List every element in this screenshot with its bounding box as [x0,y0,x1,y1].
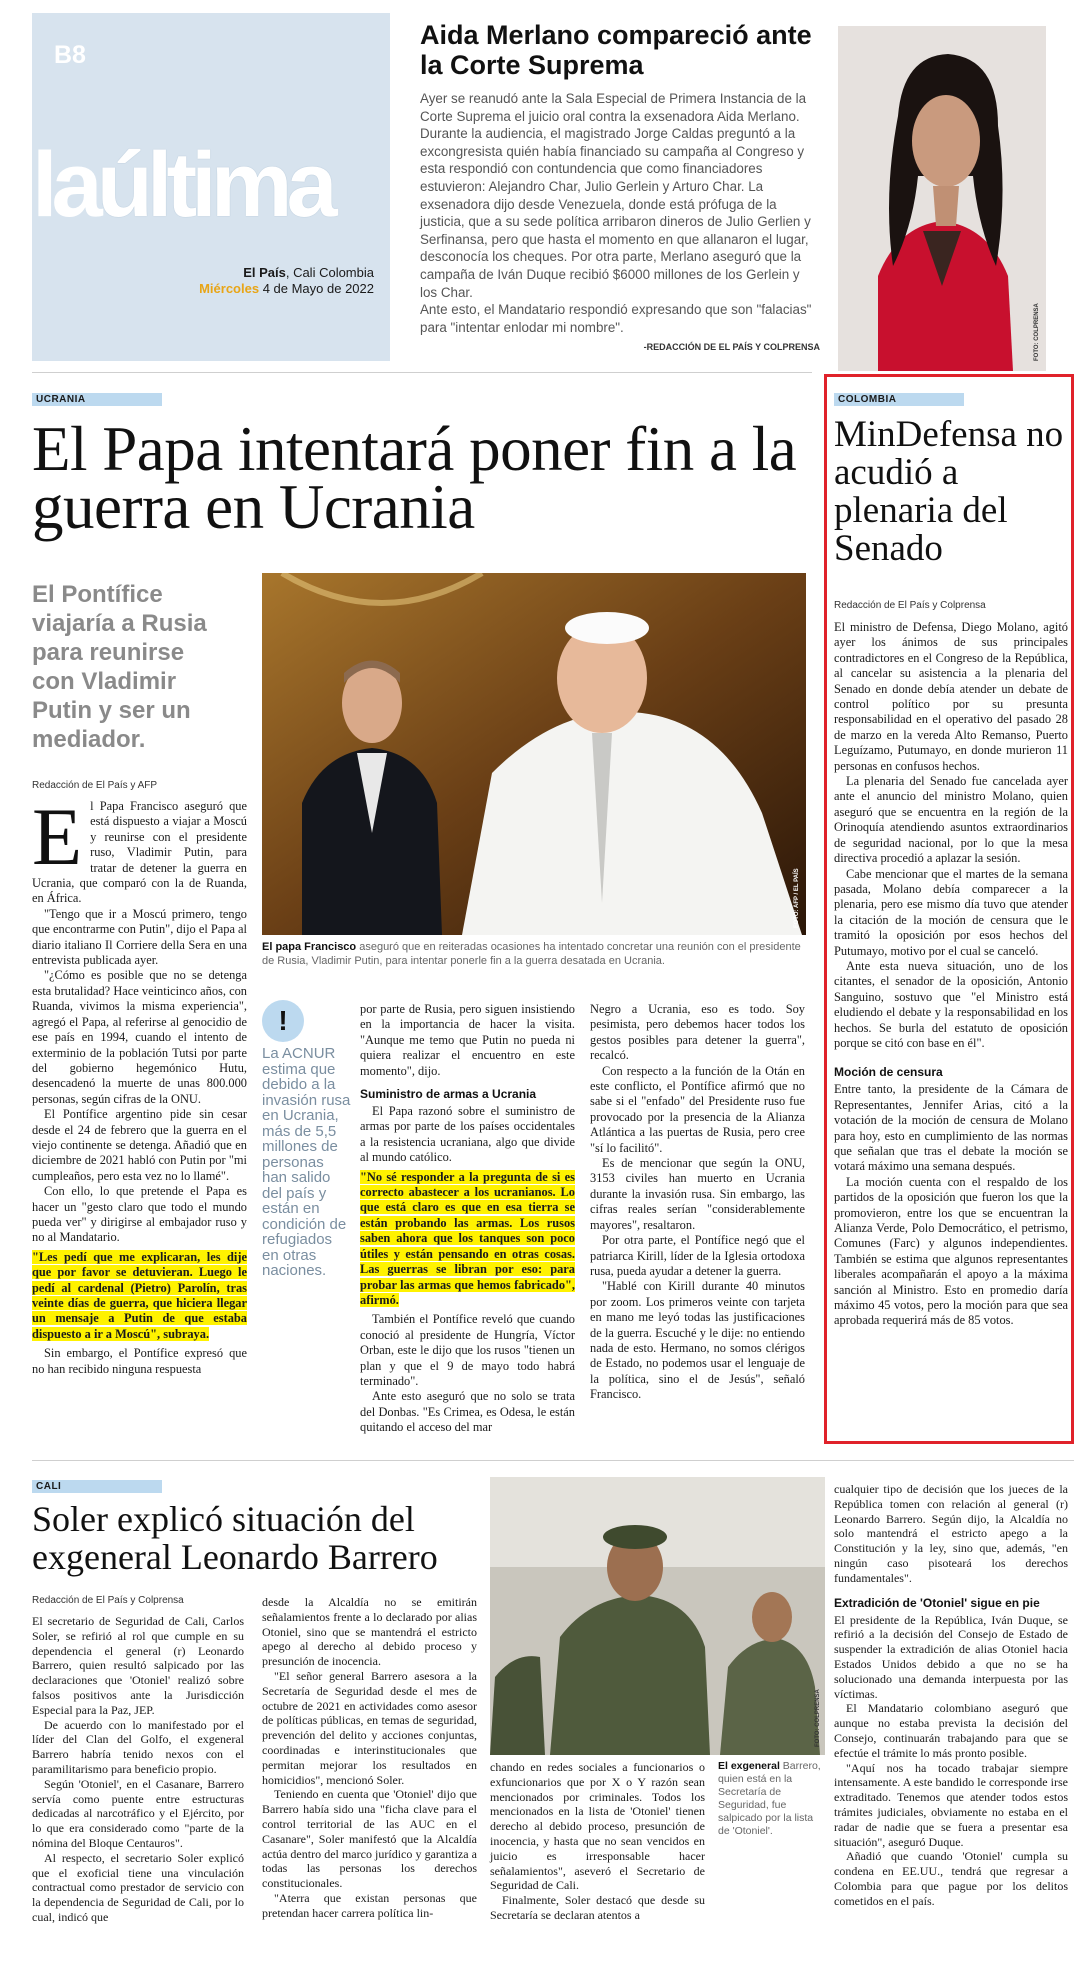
top-story-paragraph: Ayer se reanudó ante la Sala Especial de Primera Instancia de la Corte Suprema el juicio oral contra la exsenadora Aida Merlano. Durante la audiencia, el magistrado Jorge Caldas preguntó a la excongresista quién había financiado su campaña al Congreso y esta respondió con contundencia que como financiadores estuvieron: Alejandro Char, Julio Gerlein y Arturo Char. La exsenadora dijo desde Venezuela, donde está prófuga de la justicia, que a su sede política arribaron dineros de Julio Gerlien y Serfinansa, pero que hasta el momento en que allanaron el lugar, desconocía los cheques. Por otra parte, Merlano aseguró que la campaña de Iván Duque recibió $6000 millones de los Gerlein y los Char. [420,91,811,300]
main-headline[interactable]: El Papa intentará poner fin a la guerra en Ucrania [32,414,797,542]
photo-illustration [490,1477,825,1755]
soler-col-2: desde la Alcaldía no se emitirán señalamientos frente a lo declarado por alias Otoniel, sino que se mantendrá el estricto apego al derecho al debido proceso y presunción de inocencia. "El señor general Barrero asesora a la Secretaría de Seguridad desde el mes de octubre de 2021 en actividades como asesor de políticas públicas, en temas de seguridad, prevención del delito y acciones conjuntas, coordinadas e interinstitucionales que permitan mejorar los resultados en homicidios", mencionó Soler. Teniendo en cuenta que 'Otoniel' dijo que Barrero había sido una "ficha clave para el control territorial de las AUC en el Casanare", Soler manifestó que la Alcaldía actúa dentro del marco jurídico y garantiza a todas las personas los derechos constitucionales. "Aterra que existan personas que pretendan hacer carrera política lin- [262,1595,477,1920]
main-deck: El Pontífice viajaría a Rusia para reunirse con Vladimir Putin y ser un mediador. [32,581,207,753]
exgeneral-caption: El exgeneral Barrero, quien está en la Secretaría de Seguridad, fue salpicado por la lista de 'Otoniel'. [718,1760,821,1837]
papa-photo-credit: FOTO: AFP / EL PAÍS [794,868,800,928]
top-story-paragraph: Ante esto, el Mandatario respondió expresando que son "falacias" para "intentar enlodar mi nombre". [420,302,812,335]
main-col-1: Redacción de El País y AFP El Papa Francisco aseguró que está dispuesto a viajar a Moscú y reunirse con el presidente ruso, Vladimir Putin, para tratar de detener la guerra en Ucrania, que comparó con la de Ruanda, en África. "Tengo que ir a Moscú primero, tengo que encontrarme con Putin", dijo el Papa al diario italiano Il Corriere della Sera en una entrevista publicada ayer. "¿Cómo es posible que no se detenga esta brutalidad? Hace veinticinco años, con Ruanda, vivimos la misma experiencia", agregó el Papa, al referirse al genocidio de ese país en 1994, cuando el intento de exterminio de la población Tutsi por parte del gobierno hegemónico Hutu, desencadenó la muerte de unas 800.000 personas, según cifras de la ONU. El Pontífice argentino pide sin cesar desde el 24 de febrero que la guerra en el viejo continente se detenga. Añadió que en diciembre de 2021 habló con Putin por "mi cumpleaños, pero esta vez no lo llamé". Con ello, lo que pretende el Papa es hacer un "gesto claro que todo el mundo pueda ver" y dirigirse al embajador ruso y no al Mandatario. "Les pedí que me explicaran, les dije que por favor se detuvieran. Luego le pedí al cardenal (Pietro) Parolín, tras veinte días de guerra, que hiciera llegar un mensaje a Putin de que estaba dispuesto a ir a Moscú", subraya. Sin embargo, el Pontífice expresó que no han recibido ninguna respuesta [32,780,247,1376]
page-number: B8 [54,41,86,69]
subhead-armas: Suministro de armas a Ucrania [360,1087,537,1102]
acnur-sidebar: La ACNUR estima que debido a la invasión rusa en Ucrania, más de 5,5 millones de personas han salido del país y están en condición de refugiados en otras naciones. [262,1045,351,1279]
photo-papa-putin [262,573,806,935]
mindefensa-byline: Redacción de El País y Colprensa [834,600,986,611]
drop-cap: E [32,791,83,882]
quote-highlight: "Les pedí que me explicaran, les dije que por favor se detuvieran. Luego le pedí al cardenal (Pietro) Parolín, tras veinte días de guerra, que hiciera llegar un mensaje a Putin de que estaba dispuesto a ir a Moscú", subraya. [32,1249,247,1341]
dateline: El País, Cali Colombia Miércoles 4 de Mayo de 2022 [199,265,374,296]
merlano-photo-credit: FOTO: COLPRENSA [1034,303,1040,361]
alert-icon: ! [262,1000,304,1042]
army-photo-credit: FOTO: COLPRENSA [815,1689,821,1747]
subhead-extradicion: Extradición de 'Otoniel' sigue en pie [834,1595,1040,1610]
main-col-3: Negro a Ucrania, eso es todo. Soy pesimista, pero debemos hacer todos los gestos posibles para detener la guerra", recalcó. Con respecto a la función de la Otán en este conflicto, el Pontífice afirmó que no sabe si el "enfado" del Presidente ruso fue provocado por la presencia de la Alianza Atlántica a las puertas de Rusia, pero cree "sí lo facilitó". Es de mencionar que según la ONU, 3153 civiles han muerto en Ucrania durante la invasión rusa. Sin embargo, las cifras reales serían "considerablemente mayores", resaltaron. Por otra parte, el Pontífice negó que el patriarca Kirill, líder de la Iglesia ortodoxa rusa, pueda ayudar a detener la guerra. "Hablé con Kirill durante 40 minutos por zoom. Los primeros veinte con tarjeta en mano me leyó todas las justificaciones de la guerra. Escuché y le dije: no entiendo nada de esto. Hermano, no somos clérigos de Estado, no podemos usar el lenguaje de la política, sino el de Jesús", señaló Francisco. [590,1002,805,1402]
section-tag-ucrania: UCRANIA [32,393,162,406]
soler-col-4: cualquier tipo de decisión que los jueces de la República tomen con relación al general (r) Leonardo Barrero. Según dijo, la Alcaldía no solo mantendrá el estricto apego a la Constitución y la ley, sino que, además, "en ningún caso pisoteará los derechos fundamentales". Extradición de 'Otoniel' sigue en pie El presidente de la República, Iván Duque, se refirió a la decisión del Consejo de Estado de suspender la extradición de alias Otoniel hacia Estados Unidos debido a que no se ha solucionado una demanda interpuesta por las víctimas. El Mandatario colombiano aseguró que aunque no estaba prevista la decisión del Consejo, continuarán trabajando para que se efectúe el trámite lo más pronto posible. "Aquí nos ha tocado trabajar siempre intensamente. A este bandido le corresponde irse extraditado. Tenemos que atender todos estos trámites judiciales, obviamente no estaba en el radar de nadie que se fuera a presentar esa situación", aseguró Duque. Añadió que cuando 'Otoniel' cumpla su condena en EE.UU., tendrá que regresar a Colombia para que pague por los delitos cometidos en el país. [834,1482,1068,1908]
quote-highlight: "No sé responder a la pregunta de si es correcto abastecer a los ucranianos. Lo que está claro es que en esa tierra se están probando las armas. Los rusos saben ahora que los tanques son poco útiles y están pensando en otras cosas. Las guerras se libran por eso: para probar las armas que hemos fabricado", afirmó. [360,1169,575,1307]
soler-col-1: El secretario de Seguridad de Cali, Carlos Soler, se refirió al rol que cumple en su dependencia el general (r) Leonardo Barrero, quien resultó salpicado por las declaraciones que 'Otoniel' realizó sobre falsos positivos ante la Jurisdicción Especial para la Paz, JEP. De acuerdo con lo manifestado por el líder del Clan del Golfo, el exgeneral Barrero habría tenido nexos con el paramilitarismo para beneficio propio. Según 'Otoniel', en el Casanare, Barrero servía como puente entre estructuras dedicadas al narcotráfico y el Ejército, por lo que era considerado como "parte de la nómina del Bloque Centauros". Al respecto, el secretario Soler explicó que el exoficial tiene una vinculación contractual como prestador de servicio con la dependencia de Seguridad de Cali, por lo cual, indicó que [32,1614,244,1924]
top-story-credit: -REDACCIÓN DE EL PAÍS Y COLPRENSA [643,342,820,353]
photo-exgeneral [490,1477,825,1755]
mindefensa-headline[interactable]: MinDefensa no acudió a plenaria del Senado [834,414,1064,569]
top-story-headline[interactable]: Aida Merlano compareció ante la Corte Suprema [420,20,812,80]
soler-col-3: chando en redes sociales a funcionarios o exfuncionarios que por X o Y razón sean mencionados por criminales. Todos los mencionados en la lista de 'Otoniel' tienen derecho al debido proceso, presunción de inocencia, y hasta que no sean vencidos en juicio es irresponsable hacer señalamientos", aseveró el Secretario de Seguridad de Cali. Finalmente, Soler destacó que desde su Secretaría se declaran atentos a [490,1760,705,1922]
main-byline: Redacción de El País y AFP [32,780,158,791]
divider [32,372,812,373]
top-story [420,20,820,352]
photo-illustration [262,573,806,935]
soler-byline: Redacción de El País y Colprensa [32,1595,184,1606]
mindefensa-body: Redacción de El País y Colprensa El ministro de Defensa, Diego Molano, agitó ayer los ánimos de sus principales contradictores en el Congreso de la República, al cancelar su asistencia a la plenaria del Senado en donde debía atender un debate de control político por su presunta responsabilidad en el operativo del pasado 28 de marzo en la vereda Alto Remanso, Puerto Leguízamo, Putumayo, en donde murieron 11 personas en confusos hechos. La plenaria del Senado fue cancelada ayer ante el anuncio del ministro Molano, quien aseguró que se encuentra en la región de la Orinoquía atendiendo asuntos extraordinarios de seguridad nacional, por lo que la mesa directiva procedió a aplazar la sesión. Cabe mencionar que el martes de la semana pasada, Molano debía comparecer a la plenaria, pero ese mismo día tuvo que atender la citación de la moción de censura que le tramitó la oposición por esos hechos del Putumayo, motivo por el cual se canceló. Ante esta nueva situación, uno de los citantes, el senador de la oposición, Antonio Sanguino, sostuvo que "el Ministro está eludiendo el debate y la responsabilidad en los hechos. Se burla del estatuto de oposición porque se citó con base en él". Moción de censura Entre tanto, la presidente de la Cámara de Representantes, Jennifer Arias, citó a la votación de la moción de censura de Molano para hoy, esto en cumplimiento de las normas que señalan que tras el debate la moción se votará máximo una semana después. La moción cuenta con el respaldo de los partidos de la oposición que fueron los que la promovieron, entre los que se encuentran la Alianza Verde, Polo Democrático, el petrismo, Comunes (Farc) y algunos independientes. También se estima que algunos representantes liberales acompañarán el apoyo a la máxima sanción al Ministro. Esto en promedio daría máximo 45 votos, pero la moción para que sea aprobada requerirá más de 85 votos. [834,600,1068,1328]
masthead [32,13,390,361]
soler-headline[interactable]: Soler explicó situación del exgeneral Leonardo Barrero [32,1499,438,1577]
section-tag-cali: CALI [32,1480,162,1493]
brand-logo: laúltima [32,134,332,236]
subhead-mocion: Moción de censura [834,1065,943,1080]
main-col-2: por parte de Rusia, pero siguen insistiendo en la importancia de hacer la visita. "Aunque me temo que Putin no pueda ni quiera realizar el encuentro en este momento", dijo. Suministro de armas a Ucrania El Papa razonó sobre el suministro de armas por parte de los países occidentales a la resistencia ucraniana, algo que divide al mundo católico. "No sé responder a la pregunta de si es correcto abastecer a los ucranianos. Lo que está claro es que en esa tierra se están probando las armas. Los rusos saben ahora que los tanques son poco útiles y están pensando en otras cosas. Las guerras se libran por eso: para probar las armas que hemos fabricado", afirmó. También el Pontífice reveló que cuando conoció al presidente de Hungría, Víctor Orban, este le dijo que los rusos "tienen un plan y que el 9 de mayo todo habrá terminado". Ante esto aseguró que no solo se trata del Donbas. "Es Crimea, es Odesa, le están quitando el acceso del mar [360,1002,575,1435]
divider [32,1460,1074,1461]
papa-caption: El papa Francisco aseguró que en reiteradas ocasiones ha intentado concretar una reunión con el presidente de Rusia, Vladimir Putin, para intentar ponerle fin a la guerra desatada en Ucrania. [262,941,801,967]
photo-aida-merlano [838,26,1046,371]
portrait-illustration [838,26,1046,371]
section-tag-colombia: COLOMBIA [834,393,964,406]
